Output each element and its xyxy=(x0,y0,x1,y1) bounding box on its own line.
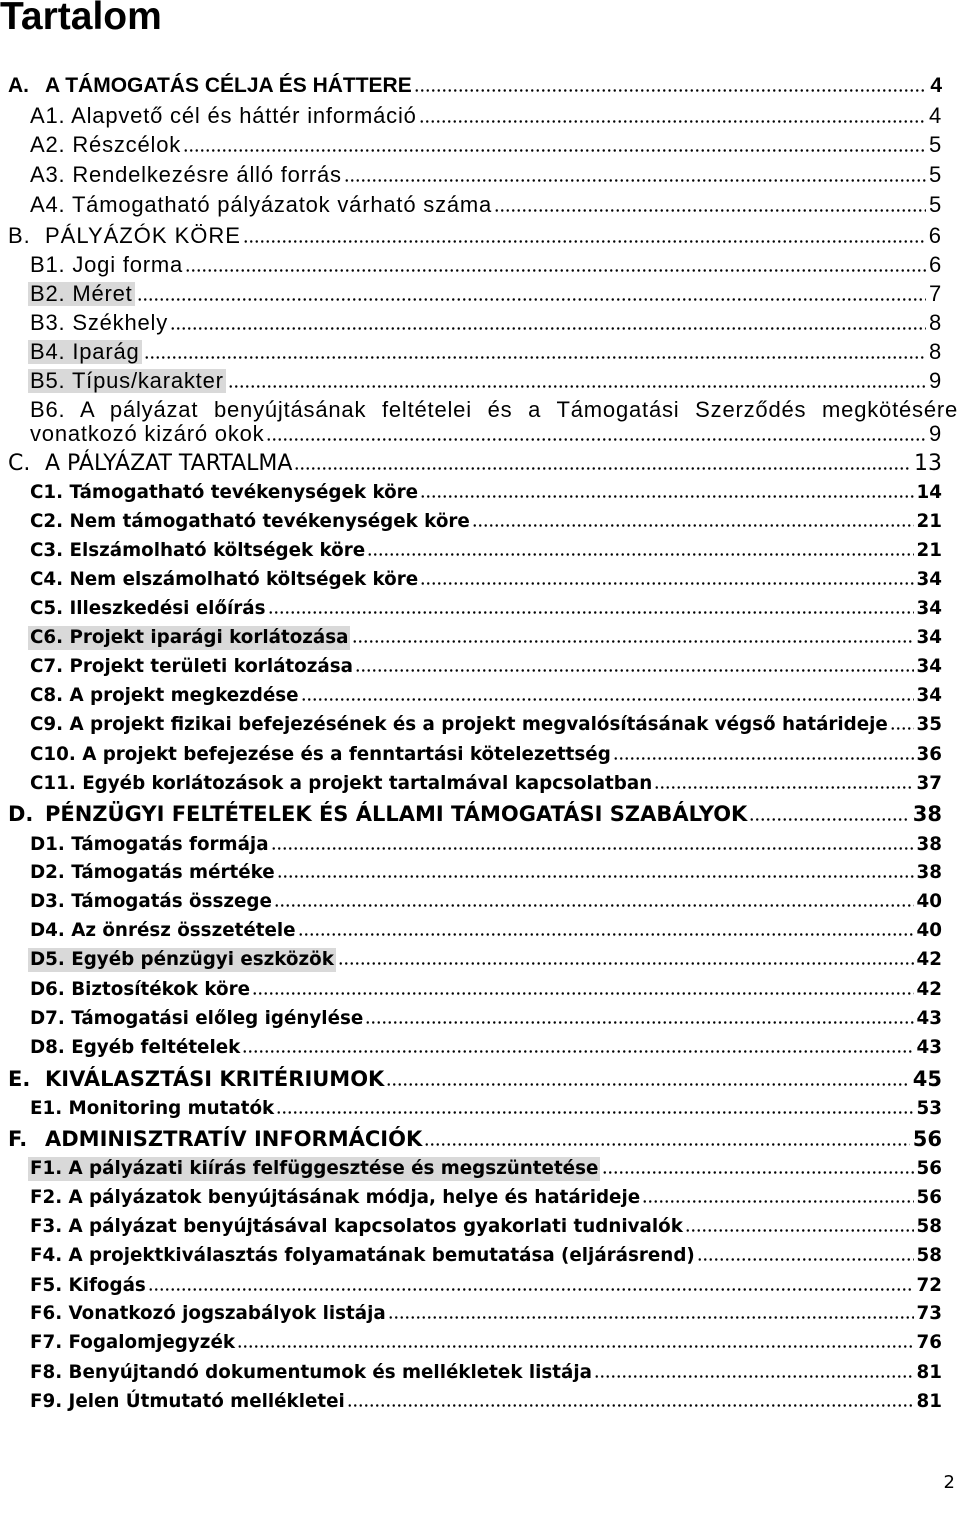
toc-entry-c1[interactable] xyxy=(0,481,942,505)
toc-number: C8. xyxy=(30,685,64,706)
toc-label xyxy=(30,655,353,679)
toc-page: 21 xyxy=(916,540,942,561)
toc-title: Támogatás formája xyxy=(71,834,269,855)
toc-number: D5. xyxy=(30,949,65,970)
toc-page: 34 xyxy=(916,627,942,648)
toc-page: 72 xyxy=(916,1275,942,1296)
toc-entry-f7[interactable] xyxy=(0,1331,942,1355)
toc-leader xyxy=(338,962,914,965)
toc-entry-c[interactable] xyxy=(0,452,942,476)
toc-entry-c2[interactable] xyxy=(0,510,942,534)
toc-leader xyxy=(685,1229,914,1232)
toc-title: Alapvető cél és háttér információ xyxy=(71,103,417,128)
toc-title: Egyéb pénzügyi eszközök xyxy=(71,949,334,970)
toc-entry-f9[interactable] xyxy=(0,1390,942,1414)
toc-page: 58 xyxy=(916,1245,942,1266)
toc-label xyxy=(30,919,296,943)
toc-leader xyxy=(301,698,914,701)
toc-entry-f1[interactable] xyxy=(0,1157,942,1181)
toc-page: 58 xyxy=(916,1216,942,1237)
toc-leader xyxy=(271,847,914,850)
toc-title: A projekt befejezése és a fenntartási kötelezettség xyxy=(82,744,611,765)
toc-leader xyxy=(344,179,926,182)
page-number: 2 xyxy=(943,1472,955,1493)
toc-label xyxy=(28,1157,600,1181)
toc-leader xyxy=(294,467,911,470)
toc-title: Típus/karakter xyxy=(71,368,224,393)
toc-title: Jogi forma xyxy=(72,252,184,277)
toc-leader xyxy=(298,933,914,936)
toc-number: B1. xyxy=(30,252,66,277)
toc-number: D7. xyxy=(30,1008,65,1029)
toc-label xyxy=(30,163,342,187)
toc-entry-d4[interactable] xyxy=(0,919,942,943)
toc-label xyxy=(30,510,470,534)
toc-title: Fogalomjegyzék xyxy=(68,1332,235,1353)
toc-page: 8 xyxy=(928,339,942,364)
toc-title: A pályázati kiírás felfüggesztése és megszüntetése xyxy=(68,1158,599,1179)
toc-label xyxy=(30,1036,240,1060)
toc-leader xyxy=(642,1200,913,1203)
toc-number: D1. xyxy=(30,834,65,855)
toc-leader xyxy=(654,786,913,789)
toc-number: D2. xyxy=(30,862,65,883)
toc-number: E1. xyxy=(30,1098,63,1119)
toc-title: Székhely xyxy=(72,310,169,335)
toc-leader xyxy=(243,240,926,243)
toc-title: Jelen Útmutató mellékletei xyxy=(68,1391,345,1412)
toc-title: Támogatható pályázatok várható száma xyxy=(71,192,493,217)
toc-page: 35 xyxy=(916,714,942,735)
toc-number: D4. xyxy=(30,920,65,941)
toc-page: 5 xyxy=(928,192,942,217)
toc-leader xyxy=(274,904,914,907)
toc-page: 6 xyxy=(928,252,942,277)
toc-page: 36 xyxy=(916,744,942,765)
toc-leader xyxy=(890,727,914,730)
toc-number: C5. xyxy=(30,598,64,619)
toc-number: F1. xyxy=(30,1158,63,1179)
toc-title: Nem elszámolható költségek köre xyxy=(69,569,419,590)
toc-entry-f[interactable] xyxy=(0,1127,942,1151)
toc-label xyxy=(30,978,250,1002)
toc-label xyxy=(30,193,492,217)
toc-page: 5 xyxy=(928,162,942,187)
toc-entry-a3[interactable] xyxy=(0,163,942,187)
toc-page: 34 xyxy=(916,656,942,677)
toc-leader xyxy=(170,327,926,330)
toc-page: 81 xyxy=(916,1391,942,1412)
toc-label xyxy=(30,1186,640,1210)
page-title: Tartalom xyxy=(0,0,162,38)
toc-title: A pályázatok benyújtásának módja, helye és határideje xyxy=(68,1187,641,1208)
toc-number: F8. xyxy=(30,1362,63,1383)
toc-label xyxy=(30,684,299,708)
toc-entry-f5[interactable] xyxy=(0,1274,942,1298)
toc-entry-b[interactable] xyxy=(0,224,942,248)
toc-number: D8. xyxy=(30,1037,65,1058)
toc-entry-d5[interactable] xyxy=(0,948,942,972)
toc-page: 56 xyxy=(916,1187,942,1208)
toc-page: 40 xyxy=(916,891,942,912)
toc-title: PÉNZÜGYI FELTÉTELEK ÉS ÁLLAMI TÁMOGATÁSI SZABÁLYOK xyxy=(45,802,748,826)
toc-page: 4 xyxy=(928,103,942,128)
toc-title: Iparág xyxy=(72,339,140,364)
toc-number: C10. xyxy=(30,744,76,765)
toc-label xyxy=(30,1274,146,1298)
toc-leader xyxy=(386,1083,909,1086)
toc-label xyxy=(30,1244,695,1268)
toc-leader xyxy=(420,582,913,585)
toc-entry-e1[interactable] xyxy=(0,1097,942,1121)
toc-leader xyxy=(602,1171,913,1174)
toc-label xyxy=(30,890,272,914)
toc-entry-b2[interactable] xyxy=(0,282,942,306)
toc-entry-f2[interactable] xyxy=(0,1186,942,1210)
toc-number: F3. xyxy=(30,1216,63,1237)
toc-label xyxy=(30,1390,345,1414)
toc-leader xyxy=(613,757,914,760)
toc-label xyxy=(30,481,418,505)
toc-title: Kifogás xyxy=(68,1275,146,1296)
toc-page: 4 xyxy=(930,74,942,97)
toc-leader xyxy=(228,385,926,388)
toc-label xyxy=(30,1097,274,1121)
toc-number: C4. xyxy=(30,569,64,590)
toc-page: 43 xyxy=(916,1008,942,1029)
toc-number: C9. xyxy=(30,714,64,735)
toc-title: A projekt fizikai befejezésének és a projekt megvalósításának végső határideje xyxy=(69,714,888,735)
toc-number: A1. xyxy=(30,103,66,128)
toc-page: 34 xyxy=(916,685,942,706)
toc-number: A4. xyxy=(30,192,66,217)
toc-title: Támogatható tevékenységek köre xyxy=(69,482,419,503)
toc-leader xyxy=(185,269,926,272)
toc-leader xyxy=(355,669,914,672)
toc-leader xyxy=(697,1258,914,1261)
toc-leader xyxy=(749,818,909,821)
toc-page: 13 xyxy=(914,451,942,476)
toc-title: A TÁMOGATÁS CÉLJA ÉS HÁTTERE xyxy=(45,74,412,97)
toc-entry-a4[interactable] xyxy=(0,193,942,217)
toc-title: Méret xyxy=(72,281,133,306)
toc-entry-c11[interactable] xyxy=(0,772,942,796)
toc-entry-d1[interactable] xyxy=(0,833,942,857)
toc-leader xyxy=(242,1050,913,1053)
toc-entry-b1[interactable] xyxy=(0,253,942,277)
toc-page: 37 xyxy=(916,773,942,794)
toc-label xyxy=(28,340,142,364)
toc-number: C11. xyxy=(30,773,76,794)
toc-label xyxy=(30,713,888,737)
toc-entry-d6[interactable] xyxy=(0,978,942,1002)
toc-title: Egyéb korlátozások a projekt tartalmával kapcsolatban xyxy=(82,773,653,794)
toc-number: B6. xyxy=(30,397,66,422)
toc-label xyxy=(30,597,266,621)
toc-entry-d2[interactable] xyxy=(0,861,942,885)
toc-entry-b4[interactable] xyxy=(0,340,942,364)
toc-leader xyxy=(276,1111,913,1114)
toc-leader xyxy=(252,992,914,995)
toc-page: 6 xyxy=(928,223,942,248)
toc-label xyxy=(30,397,958,422)
toc-title: A pályázat benyújtásával kapcsolatos gyakorlati tudnivalók xyxy=(68,1216,683,1237)
toc-entry-c10[interactable] xyxy=(0,743,942,767)
toc-entry-a[interactable] xyxy=(0,74,942,98)
toc-title: Támogatás összege xyxy=(71,891,272,912)
toc-label xyxy=(30,104,417,128)
toc-number: F5. xyxy=(30,1275,63,1296)
toc-entry-d7[interactable] xyxy=(0,1007,942,1031)
toc-entry-c4[interactable] xyxy=(0,568,942,592)
toc-title: A pályázat benyújtásának feltételei és a Támogatási Szerződés megkötésére xyxy=(79,397,959,422)
toc-title: A projekt megkezdése xyxy=(69,685,299,706)
toc-number: A. xyxy=(8,74,29,97)
toc-page: 34 xyxy=(916,598,942,619)
toc-entry-c3[interactable] xyxy=(0,539,942,563)
toc-page: 42 xyxy=(916,949,942,970)
toc-label xyxy=(30,772,652,796)
toc-number: B. xyxy=(8,223,31,248)
toc-page: 21 xyxy=(916,511,942,532)
toc-page: 5 xyxy=(928,132,942,157)
toc-title: Az önrész összetétele xyxy=(71,920,296,941)
toc-title: Támogatási előleg igénylése xyxy=(71,1008,364,1029)
toc-entry-b3[interactable] xyxy=(0,311,942,335)
toc-number: D3. xyxy=(30,891,65,912)
toc-page: 45 xyxy=(912,1067,942,1091)
toc-entry-c7[interactable] xyxy=(0,655,942,679)
toc-page: 42 xyxy=(916,979,942,1000)
toc-leader xyxy=(148,1288,914,1291)
toc-leader xyxy=(367,553,913,556)
toc-label xyxy=(30,568,418,592)
toc-leader xyxy=(365,1021,913,1024)
toc-label xyxy=(30,311,168,335)
toc-leader xyxy=(420,495,913,498)
toc-title: Illeszkedési előírás xyxy=(69,598,266,619)
toc-label xyxy=(30,539,365,563)
toc-title: Részcélok xyxy=(72,132,182,157)
toc-page: 7 xyxy=(928,281,942,306)
toc-label xyxy=(30,743,611,767)
toc-leader xyxy=(237,1345,914,1348)
toc-page: 56 xyxy=(912,1127,942,1151)
toc-entry-d[interactable] xyxy=(0,802,942,826)
toc-page: 76 xyxy=(916,1332,942,1353)
toc-label xyxy=(30,1302,386,1326)
toc-number: C1. xyxy=(30,482,64,503)
toc-entry-d3[interactable] xyxy=(0,890,942,914)
toc-page: 38 xyxy=(916,834,942,855)
toc-leader xyxy=(277,875,914,878)
toc-label xyxy=(30,253,183,277)
toc-label xyxy=(30,833,269,857)
toc-page: 53 xyxy=(916,1098,942,1119)
toc-leader xyxy=(183,149,926,152)
toc-number: C2. xyxy=(30,511,64,532)
toc-leader xyxy=(268,611,914,614)
toc-label xyxy=(28,948,336,972)
toc-title: ADMINISZTRATÍV INFORMÁCIÓK xyxy=(45,1127,423,1151)
toc-title: PÁLYÁZÓK KÖRE xyxy=(45,223,241,248)
toc-title: A projektkiválasztás folyamatának bemutatása (eljárásrend) xyxy=(68,1245,695,1266)
toc-page: 8 xyxy=(928,310,942,335)
toc-page: 43 xyxy=(916,1037,942,1058)
toc-page: 9 xyxy=(928,368,942,393)
toc-entry-c9[interactable] xyxy=(0,713,942,737)
toc-entry-a2[interactable] xyxy=(0,133,942,157)
toc-title: Monitoring mutatók xyxy=(68,1098,275,1119)
toc-number: B5. xyxy=(30,368,66,393)
toc-entry-c8[interactable] xyxy=(0,684,942,708)
toc-label xyxy=(30,1361,592,1385)
toc-label xyxy=(28,369,226,393)
toc-title: Projekt területi korlátozása xyxy=(69,656,353,677)
toc-number: C3. xyxy=(30,540,64,561)
toc-page: 38 xyxy=(916,862,942,883)
toc-number: F6. xyxy=(30,1303,63,1324)
toc-entry-a1[interactable] xyxy=(0,104,942,128)
toc-title: Benyújtandó dokumentumok és mellékletek listája xyxy=(68,1362,592,1383)
toc-number: F. xyxy=(8,1127,28,1151)
toc-page: 40 xyxy=(916,920,942,941)
toc-title: Projekt iparági korlátozása xyxy=(69,627,349,648)
toc-page: 56 xyxy=(916,1158,942,1179)
toc-leader xyxy=(494,209,926,212)
toc-number: B3. xyxy=(30,310,66,335)
toc-leader xyxy=(472,524,914,527)
toc-number: C7. xyxy=(30,656,64,677)
toc-page: 81 xyxy=(916,1362,942,1383)
toc-entry-f8[interactable] xyxy=(0,1361,942,1385)
toc-number: B4. xyxy=(30,339,66,364)
toc-title: Egyéb feltételek xyxy=(71,1037,241,1058)
toc-page: 34 xyxy=(916,569,942,590)
toc-page: 73 xyxy=(916,1303,942,1324)
toc-title-continued: vonatkozó kizáró okok xyxy=(30,421,265,446)
toc-leader xyxy=(419,120,926,123)
toc-page: 14 xyxy=(916,482,942,503)
toc-leader xyxy=(424,1143,910,1146)
toc-number: E. xyxy=(8,1067,31,1091)
toc-leader xyxy=(414,89,928,92)
toc-leader xyxy=(352,640,913,643)
toc-leader xyxy=(137,298,926,301)
toc-number: B2. xyxy=(30,281,66,306)
toc-number: C. xyxy=(8,451,31,476)
toc-title: A PÁLYÁZAT TARTALMA xyxy=(45,451,293,476)
toc-label xyxy=(30,133,181,157)
toc-entry-b6[interactable] xyxy=(0,398,960,446)
toc-entry-d8[interactable] xyxy=(0,1036,942,1060)
toc-number: F7. xyxy=(30,1332,63,1353)
toc-entry-e[interactable] xyxy=(0,1067,942,1091)
toc-title: Nem támogatható tevékenységek köre xyxy=(69,511,470,532)
toc-page: 9 xyxy=(928,421,942,446)
toc-title: Rendelkezésre álló forrás xyxy=(72,162,342,187)
toc-entry-b5[interactable] xyxy=(0,369,942,393)
toc-title: Biztosítékok köre xyxy=(71,979,251,1000)
toc-number: A3. xyxy=(30,162,66,187)
toc-label xyxy=(30,1007,363,1031)
toc-number: A2. xyxy=(30,132,66,157)
toc-leader xyxy=(388,1316,914,1319)
toc-label xyxy=(30,861,275,885)
toc-number: D. xyxy=(8,802,34,826)
toc-number: F4. xyxy=(30,1245,63,1266)
toc-number: F2. xyxy=(30,1187,63,1208)
toc-title: Elszámolható költségek köre xyxy=(69,540,366,561)
toc-entry-c5[interactable] xyxy=(0,597,942,621)
toc-entry-c6[interactable] xyxy=(0,626,942,650)
toc-number: D6. xyxy=(30,979,65,1000)
toc-title: KIVÁLASZTÁSI KRITÉRIUMOK xyxy=(45,1067,385,1091)
toc-label xyxy=(28,282,135,306)
toc-entry-f4[interactable] xyxy=(0,1244,942,1268)
toc-entry-f3[interactable] xyxy=(0,1215,942,1239)
toc-leader xyxy=(594,1375,914,1378)
toc-label xyxy=(28,626,350,650)
toc-leader xyxy=(144,356,926,359)
toc-number: F9. xyxy=(30,1391,63,1412)
toc-page: 38 xyxy=(912,802,942,826)
toc-leader xyxy=(347,1404,914,1407)
toc-number: C6. xyxy=(30,627,64,648)
toc-entry-f6[interactable] xyxy=(0,1302,942,1326)
toc-label xyxy=(30,1331,235,1355)
toc-label xyxy=(30,1215,683,1239)
toc-title: Vonatkozó jogszabályok listája xyxy=(68,1303,386,1324)
toc-leader xyxy=(266,438,925,441)
toc-title: Támogatás mértéke xyxy=(71,862,275,883)
